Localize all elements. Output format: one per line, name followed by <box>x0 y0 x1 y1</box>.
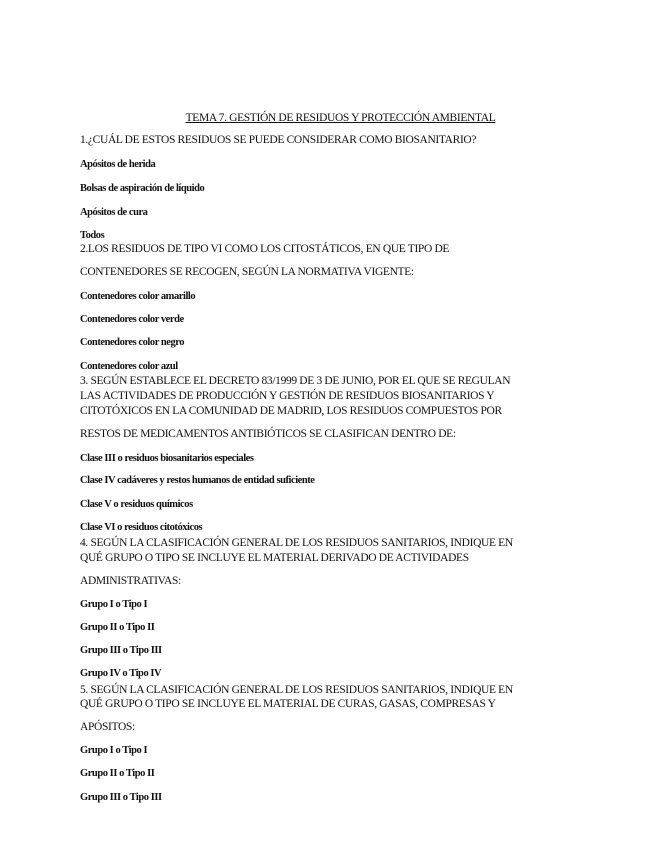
question-5-option-1: Grupo I o Tipo I <box>80 745 148 756</box>
question-5-option-3: Grupo III o Tipo III <box>80 792 162 803</box>
question-2-line-1: 2.LOS RESIDUOS DE TIPO VI COMO LOS CITOSTÁTICOS, EN QUE TIPO DE <box>80 243 450 255</box>
question-1-option-1: Apósitos de herida <box>80 159 156 170</box>
question-3-option-1: Clase III o residuos biosanitarios especiales <box>80 453 254 464</box>
question-1-line-1: 1.¿CUÁL DE ESTOS RESIDUOS SE PUEDE CONSIDERAR COMO BIOSANITARIO? <box>80 134 477 146</box>
question-2-option-1: Contenedores color amarillo <box>80 291 196 302</box>
question-3-option-4: Clase VI o residuos citotóxicos <box>80 522 203 533</box>
question-5-line-3: APÓSITOS: <box>80 721 135 733</box>
question-1-option-3: Apósitos de cura <box>80 207 148 218</box>
question-1-option-4: Todos <box>80 230 105 241</box>
question-2-option-3: Contenedores color negro <box>80 337 185 348</box>
document-title: TEMA 7. GESTIÓN DE RESIDUOS Y PROTECCIÓN AMBIENTAL <box>185 112 496 124</box>
question-4-line-2: QUÉ GRUPO O TIPO SE INCLUYE EL MATERIAL DERIVADO DE ACTIVIDADES <box>80 552 469 564</box>
question-3-line-4: RESTOS DE MEDICAMENTOS ANTIBIÓTICOS SE CLASIFICAN DENTRO DE: <box>80 428 456 440</box>
question-5-line-2: QUÉ GRUPO O TIPO SE INCLUYE EL MATERIAL DE CURAS, GASAS, COMPRESAS Y <box>80 698 496 710</box>
question-3-line-1: 3. SEGÚN ESTABLECE EL DECRETO 83/1999 DE 3 DE JUNIO, POR EL QUE SE REGULAN <box>80 375 511 387</box>
question-3-option-2: Clase IV cadáveres y restos humanos de entidad suficiente <box>80 475 315 486</box>
question-3-option-3: Clase V o residuos químicos <box>80 499 193 510</box>
question-4-option-3: Grupo III o Tipo III <box>80 645 162 656</box>
question-2-line-2: CONTENEDORES SE RECOGEN, SEGÚN LA NORMATIVA VIGENTE: <box>80 266 414 278</box>
question-3-line-3: CITOTÓXICOS EN LA COMUNIDAD DE MADRID, LOS RESIDUOS COMPUESTOS POR <box>80 405 502 417</box>
question-3-line-2: LAS ACTIVIDADES DE PRODUCCIÓN Y GESTIÓN DE RESIDUOS BIOSANITARIOS Y <box>80 390 495 402</box>
question-2-option-2: Contenedores color verde <box>80 314 184 325</box>
question-4-option-4: Grupo IV o Tipo IV <box>80 668 162 679</box>
question-4-line-3: ADMINISTRATIVAS: <box>80 575 181 587</box>
question-5-line-1: 5. SEGÚN LA CLASIFICACIÓN GENERAL DE LOS RESIDUOS SANITARIOS, INDIQUE EN <box>80 684 513 696</box>
question-1-option-2: Bolsas de aspiración de líquido <box>80 183 205 194</box>
question-2-option-4: Contenedores color azul <box>80 361 178 372</box>
question-4-option-1: Grupo I o Tipo I <box>80 599 148 610</box>
question-4-line-1: 4. SEGÚN LA CLASIFICACIÓN GENERAL DE LOS RESIDUOS SANITARIOS, INDIQUE EN <box>80 537 513 549</box>
question-5-option-2: Grupo II o Tipo II <box>80 768 155 779</box>
question-4-option-2: Grupo II o Tipo II <box>80 622 155 633</box>
